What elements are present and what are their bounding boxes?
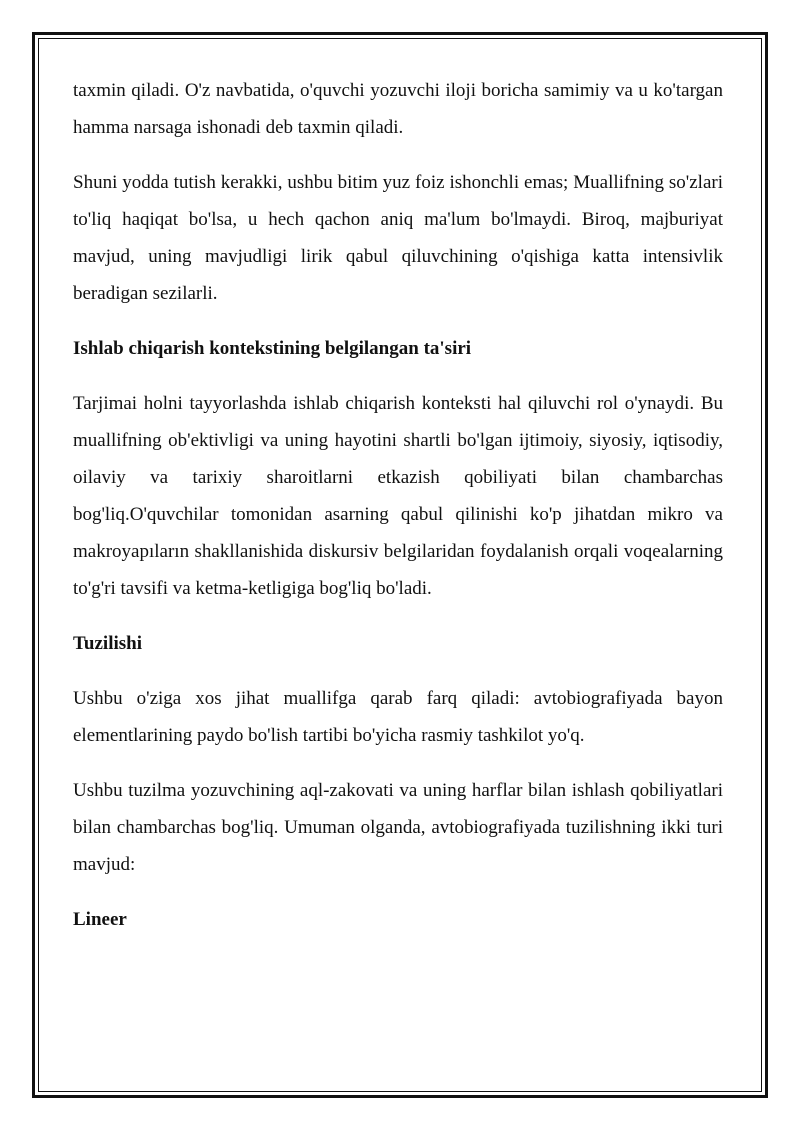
section-heading: Ishlab chiqarish kontekstining belgilangan ta'siri (73, 338, 472, 359)
section-heading: Tuzilishi (73, 633, 143, 654)
paragraph: taxmin qiladi. O'z navbatida, o'quvchi yozuvchi iloji boricha samimiy va u ko'targan hamma narsaga ishonadi deb taxmin qiladi. (73, 80, 723, 138)
paragraph: Ushbu o'ziga xos jihat muallifga qarab farq qiladi: avtobiografiyada bayon elementlarining paydo bo'lish tartibi bo'yicha rasmiy tashkilot yo'q. (73, 688, 723, 746)
paragraph: Tarjimai holni tayyorlashda ishlab chiqarish konteksti hal qiluvchi rol o'ynaydi. Bu muallifning ob'ektivligi va uning hayotini shartli bo'lgan ijtimoiy, siyosiy, iqtisodiy, oilaviy va tarixiy sharoitlarni etkazish qobiliyati bilan chambarchas bog'liq.O'quvchilar tomonidan asarning qabul qilinishi ko'p jihatdan mikro va makroyapıların shakllanishida diskursiv belgilaridan foydalanish orqali voqealarning to'g'ri tavsifi va ketma-ketligiga bog'liq bo'ladi. (73, 393, 723, 599)
section-heading: Lineer (73, 909, 127, 930)
paragraph: Shuni yodda tutish kerakki, ushbu bitim yuz foiz ishonchli emas; Muallifning so'zlari to'liq haqiqat bo'lsa, u hech qachon aniq ma'lum bo'lmaydi. Biroq, majburiyat mavjud, uning mavjudligi lirik qabul qiluvchining o'qishiga katta intensivlik beradigan sezilarli. (73, 172, 723, 304)
document-body (73, 72, 723, 938)
paragraph: Ushbu tuzilma yozuvchining aql-zakovati va uning harflar bilan ishlash qobiliyatlari bilan chambarchas bog'liq. Umuman olganda, avtobiografiyada tuzilishning ikki turi mavjud: (73, 780, 723, 875)
